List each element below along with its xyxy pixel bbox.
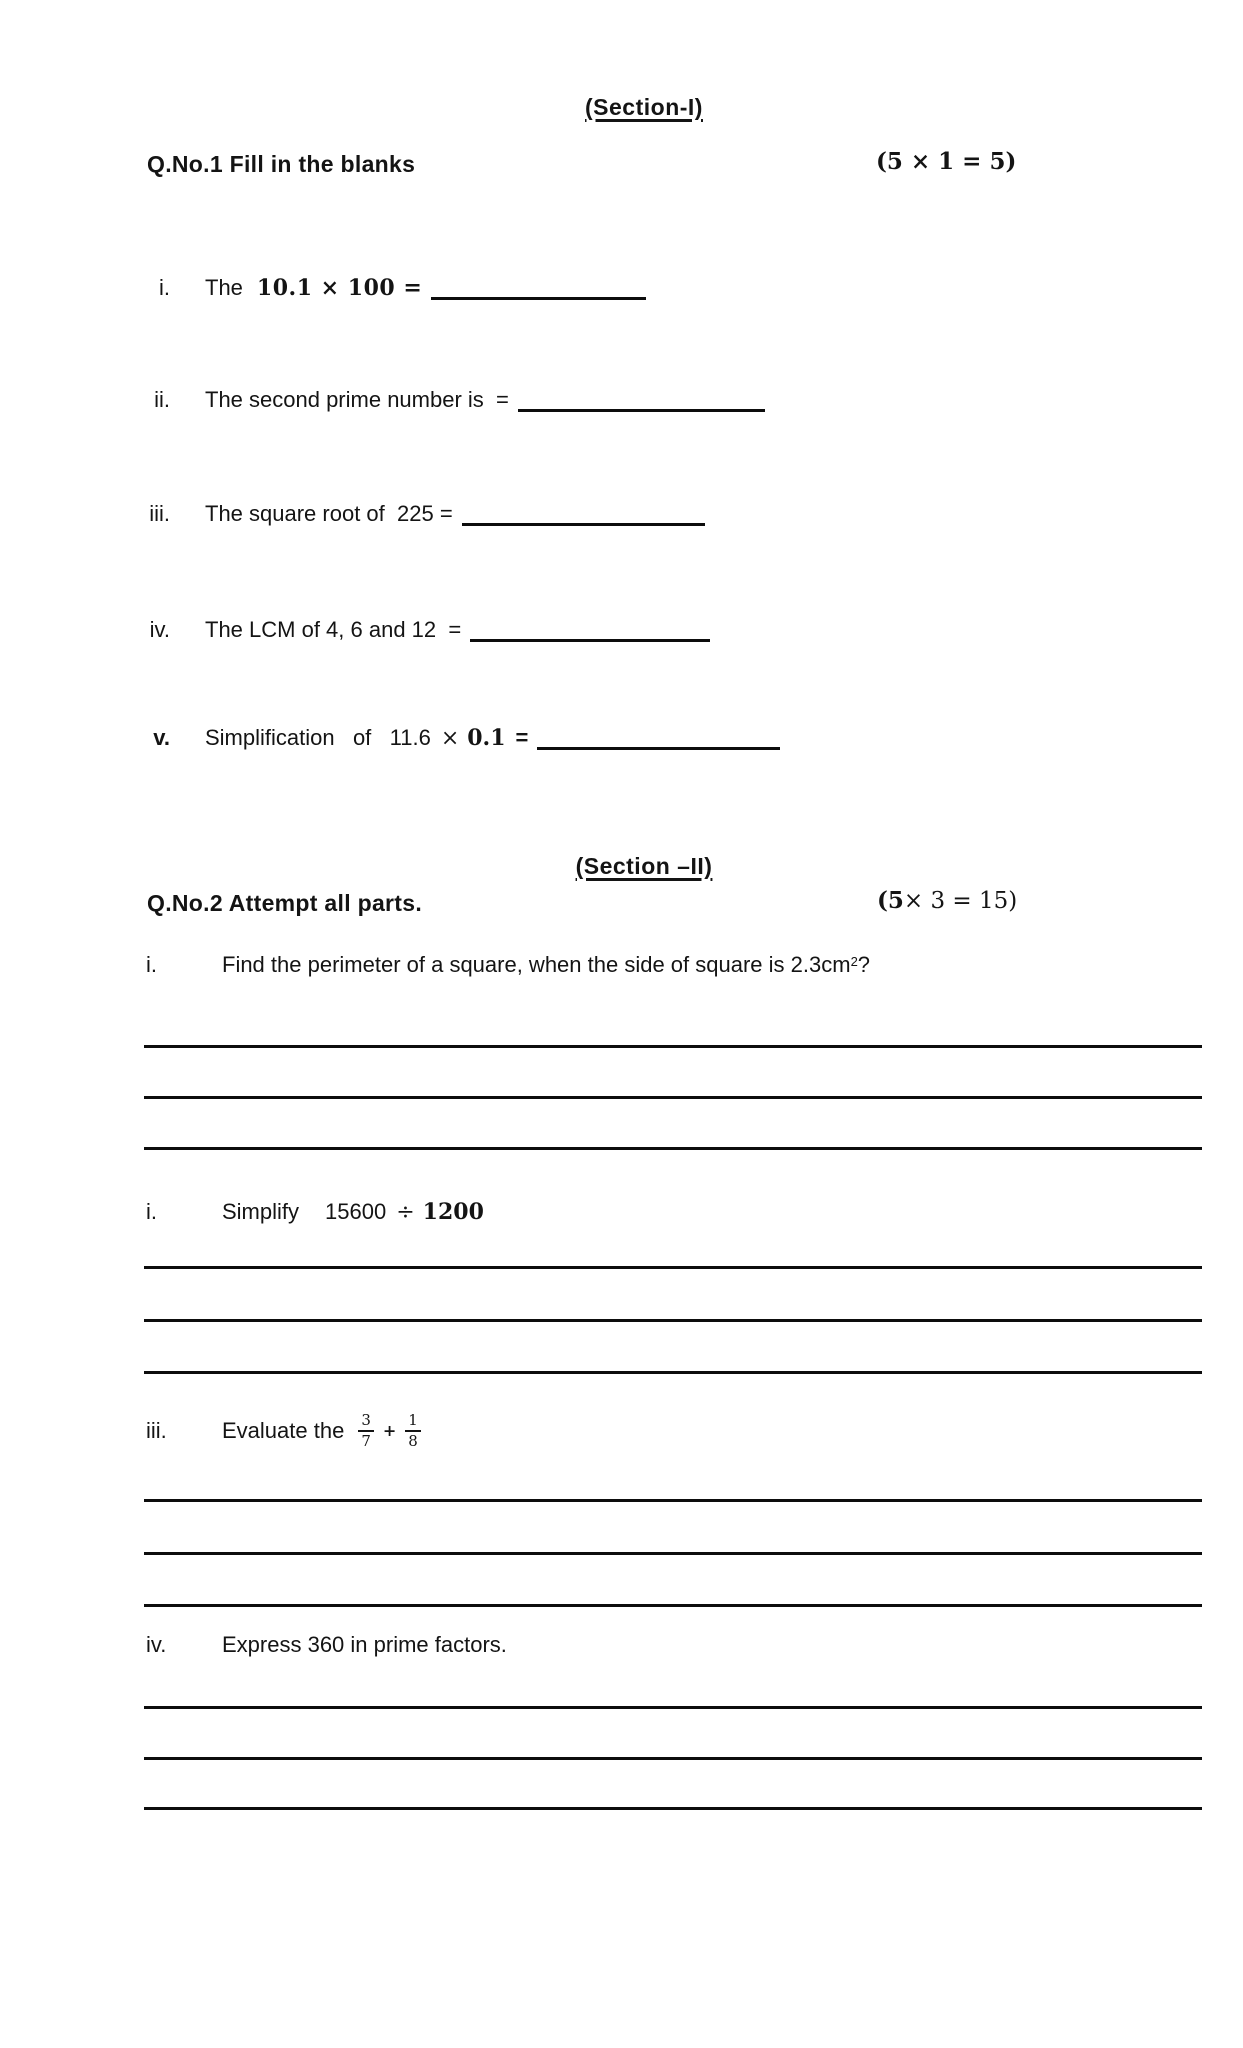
answer-blank xyxy=(537,727,780,750)
q1-item-ii xyxy=(120,384,765,415)
answer-line xyxy=(144,1807,1202,1810)
item-text: The second prime number is = xyxy=(205,387,509,412)
plus-sign: + xyxy=(382,1421,397,1440)
question-mark: ? xyxy=(857,952,871,977)
item-text: Simplify xyxy=(222,1199,300,1224)
answer-line xyxy=(144,1552,1202,1555)
dividend-value: 15600 xyxy=(325,1199,387,1224)
item-text: Simplification of 11.6 xyxy=(205,725,431,750)
answer-line xyxy=(144,1499,1202,1502)
answer-line xyxy=(144,1266,1202,1269)
answer-line xyxy=(144,1096,1202,1099)
question1-header: Q.No.1 Fill in the blanks xyxy=(147,151,416,177)
answer-line xyxy=(144,1706,1202,1709)
fraction-denominator: 8 xyxy=(408,1432,418,1450)
multiply-sign: × xyxy=(440,726,460,751)
question1-marks: (5 × 1 = 5) xyxy=(876,148,1017,175)
q2-item-iii xyxy=(146,1402,421,1460)
superscript-2: 2 xyxy=(850,954,858,969)
fraction-numerator: 1 xyxy=(405,1412,421,1432)
section2-title: (Section –II) xyxy=(575,853,713,879)
answer-blank xyxy=(462,503,705,526)
question2-marks xyxy=(877,886,1017,916)
q1-item-v xyxy=(120,722,780,754)
divisor-value: 1200 xyxy=(422,1199,484,1225)
q2-item-simplify xyxy=(146,1197,484,1228)
answer-line xyxy=(144,1757,1202,1760)
divide-sign: ÷ xyxy=(396,1200,415,1225)
item-text: Find the perimeter of a square, when the side of square is $2.3cm^2$? xyxy=(222,952,871,977)
answer-line xyxy=(144,1319,1202,1322)
item-text: Evaluate the xyxy=(222,1418,345,1443)
item-text: The xyxy=(205,275,243,300)
answer-line xyxy=(144,1045,1202,1048)
answer-blank xyxy=(470,619,710,642)
q2-item-i xyxy=(146,950,870,980)
q2-item-iv xyxy=(146,1630,507,1660)
item-numeral: ii. xyxy=(154,387,170,412)
fraction-denominator: 7 xyxy=(361,1432,371,1450)
question2-header: Q.No.2 Attempt all parts. xyxy=(147,890,423,916)
fraction-numerator: 3 xyxy=(358,1412,374,1432)
q1-item-i xyxy=(120,272,646,303)
section1-title: (Section-I) xyxy=(585,94,703,120)
marks-open: (5 xyxy=(877,887,904,914)
answer-blank xyxy=(518,389,765,412)
item-numeral: i. xyxy=(146,1199,157,1224)
item-text: The LCM of 4, 6 and 12 = xyxy=(205,617,462,642)
item-numeral: iv. xyxy=(146,1632,167,1657)
answer-line xyxy=(144,1604,1202,1607)
item-math: 10.1 × 100 = xyxy=(256,275,423,301)
answer-line xyxy=(144,1371,1202,1374)
fraction-1-8 xyxy=(405,1412,421,1451)
q1-item-iv xyxy=(120,614,710,645)
item-text: Express 360 in prime factors. xyxy=(222,1632,507,1657)
item-text: The square root of 225 = xyxy=(205,501,453,526)
item-numeral: iv. xyxy=(149,617,170,642)
q1-item-iii xyxy=(120,498,705,529)
item-numeral: iii. xyxy=(146,1418,167,1443)
answer-line xyxy=(144,1147,1202,1150)
fraction-3-7 xyxy=(358,1412,374,1451)
item-math: 0.1 xyxy=(467,725,506,751)
answer-blank xyxy=(431,277,646,300)
item-numeral: i. xyxy=(146,952,157,977)
item-numeral: i. xyxy=(159,275,170,300)
equals-sign: = xyxy=(515,725,529,750)
item-numeral: v. xyxy=(153,725,170,750)
marks-rest: × 3 = 15) xyxy=(903,888,1018,914)
item-numeral: iii. xyxy=(149,501,170,526)
